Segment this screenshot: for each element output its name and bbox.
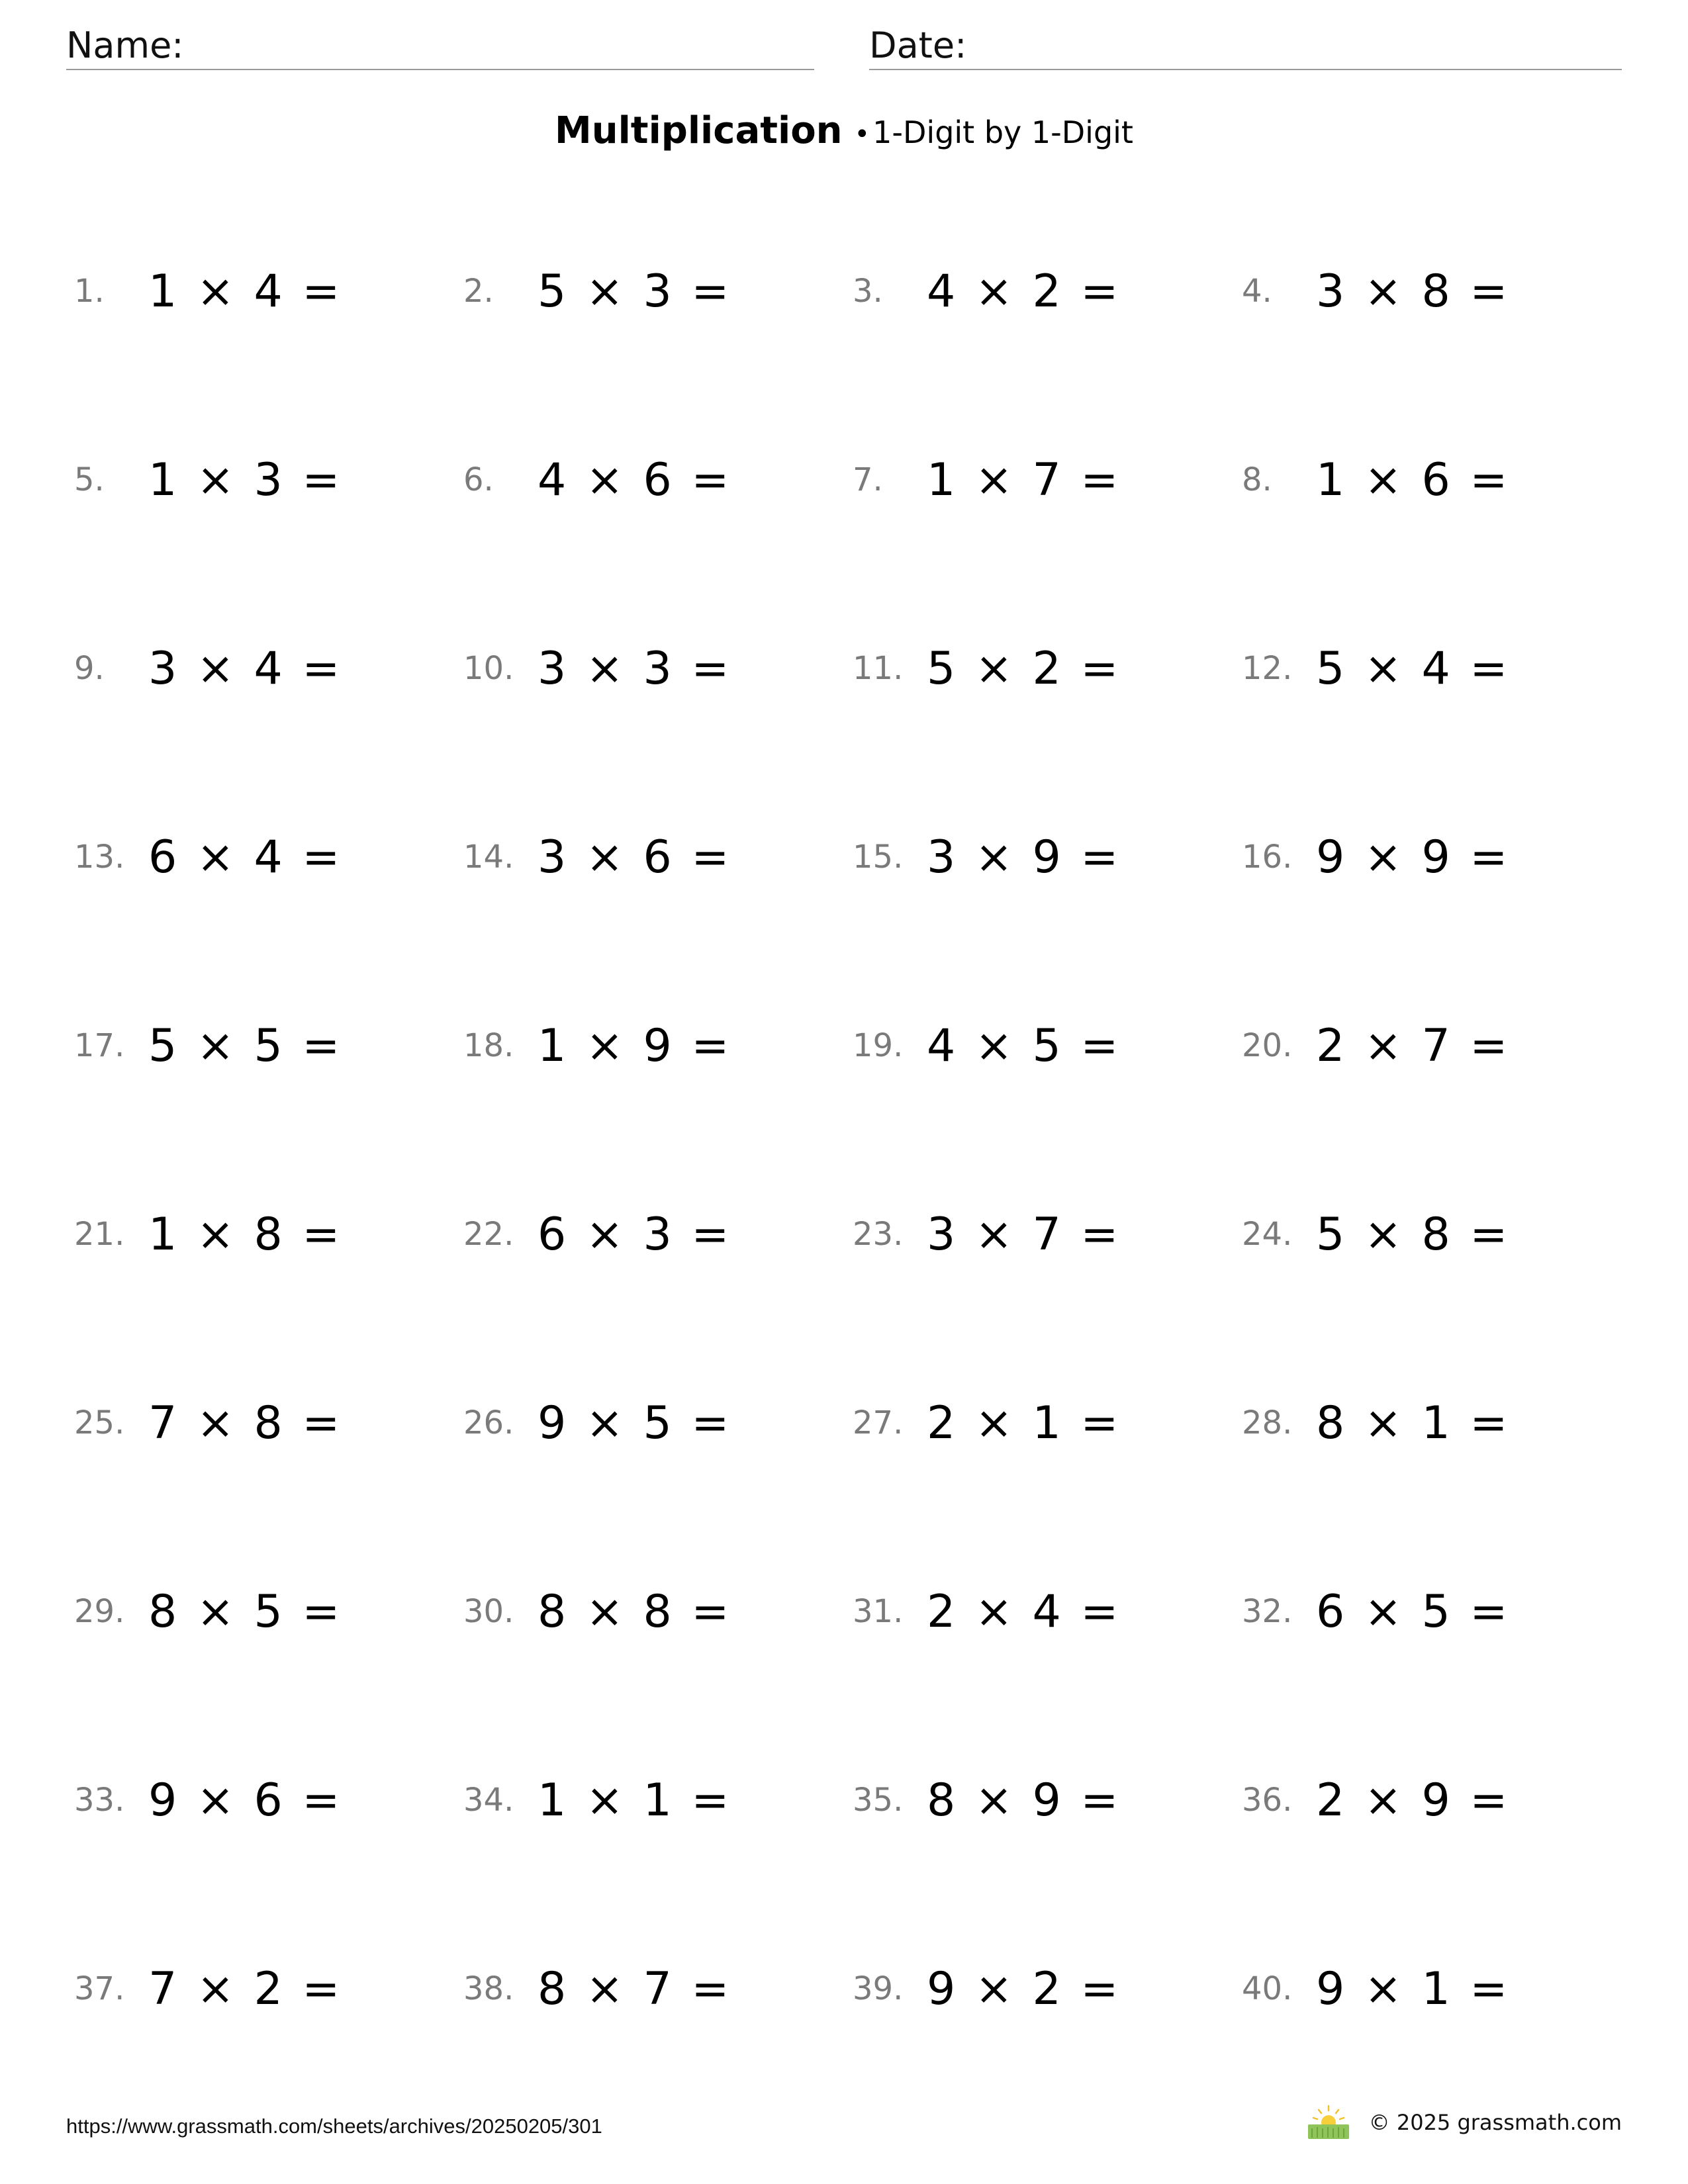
problem-expression: 7 × 2 = xyxy=(148,1962,340,2015)
problem-number: 28. xyxy=(1242,1404,1293,1441)
problem-number: 33. xyxy=(74,1782,125,1819)
problem-expression: 1 × 1 = xyxy=(538,1774,729,1827)
problem-item xyxy=(853,1003,1242,1089)
problem-item xyxy=(74,248,463,334)
problem-number: 5. xyxy=(74,461,105,498)
problem-item xyxy=(1242,1003,1630,1089)
problem-expression: 2 × 1 = xyxy=(927,1396,1119,1449)
problem-number: 18. xyxy=(463,1027,514,1064)
problem-expression: 9 × 2 = xyxy=(927,1962,1119,2015)
problem-item xyxy=(853,1569,1242,1655)
problem-number: 26. xyxy=(463,1404,514,1441)
problem-item xyxy=(463,248,853,334)
problem-number: 4. xyxy=(1242,273,1272,310)
problem-item xyxy=(463,1569,853,1655)
problem-grid xyxy=(74,248,1630,2134)
date-label: Date: xyxy=(869,24,967,66)
problem-item xyxy=(853,625,1242,711)
problem-number: 13. xyxy=(74,839,125,876)
problem-item xyxy=(74,1569,463,1655)
problem-item xyxy=(853,814,1242,900)
problem-expression: 1 × 8 = xyxy=(148,1208,340,1261)
problem-number: 21. xyxy=(74,1216,125,1253)
problem-item xyxy=(74,1757,463,1843)
problem-number: 22. xyxy=(463,1216,514,1253)
problem-item xyxy=(1242,437,1630,523)
problem-number: 37. xyxy=(74,1970,125,2007)
problem-expression: 5 × 4 = xyxy=(1316,642,1508,695)
problem-expression: 6 × 4 = xyxy=(148,831,340,884)
footer-brand xyxy=(1307,2105,1622,2140)
problem-number: 39. xyxy=(853,1970,904,2007)
problem-number: 24. xyxy=(1242,1216,1293,1253)
problem-item xyxy=(1242,248,1630,334)
problem-expression: 9 × 1 = xyxy=(1316,1962,1508,2015)
problem-item xyxy=(1242,1946,1630,2032)
problem-item xyxy=(853,1946,1242,2032)
name-label: Name: xyxy=(66,24,184,66)
problem-number: 35. xyxy=(853,1782,904,1819)
problem-number: 38. xyxy=(463,1970,514,2007)
problem-number: 16. xyxy=(1242,839,1293,876)
problem-expression: 3 × 6 = xyxy=(538,831,729,884)
problem-number: 12. xyxy=(1242,650,1293,687)
problem-item xyxy=(1242,814,1630,900)
problem-number: 6. xyxy=(463,461,494,498)
problem-item xyxy=(463,814,853,900)
problem-item xyxy=(463,1757,853,1843)
problem-expression: 6 × 3 = xyxy=(538,1208,729,1261)
problem-item xyxy=(463,625,853,711)
problem-number: 31. xyxy=(853,1593,904,1630)
problem-expression: 8 × 1 = xyxy=(1316,1396,1508,1449)
problem-number: 29. xyxy=(74,1593,125,1630)
problem-item xyxy=(463,1380,853,1466)
title-separator: • xyxy=(854,119,870,150)
problem-number: 9. xyxy=(74,650,105,687)
problem-expression: 2 × 4 = xyxy=(927,1585,1119,1638)
worksheet-title xyxy=(0,105,1688,166)
problem-number: 3. xyxy=(853,273,883,310)
problem-expression: 8 × 9 = xyxy=(927,1774,1119,1827)
grassmath-logo-icon xyxy=(1307,2105,1350,2140)
problem-item xyxy=(1242,1757,1630,1843)
date-field[interactable] xyxy=(869,23,1622,70)
problem-item xyxy=(74,625,463,711)
problem-number: 15. xyxy=(853,839,904,876)
problem-item xyxy=(1242,1569,1630,1655)
problem-number: 23. xyxy=(853,1216,904,1253)
problem-expression: 5 × 5 = xyxy=(148,1019,340,1072)
problem-expression: 8 × 8 = xyxy=(538,1585,729,1638)
problem-number: 32. xyxy=(1242,1593,1293,1630)
copyright-text: © 2025 grassmath.com xyxy=(1368,2110,1622,2135)
problem-item xyxy=(74,1946,463,2032)
problem-expression: 8 × 5 = xyxy=(148,1585,340,1638)
problem-expression: 2 × 7 = xyxy=(1316,1019,1508,1072)
problem-item xyxy=(853,1380,1242,1466)
problem-expression: 7 × 8 = xyxy=(148,1396,340,1449)
problem-number: 25. xyxy=(74,1404,125,1441)
problem-expression: 4 × 5 = xyxy=(927,1019,1119,1072)
problem-item xyxy=(463,1003,853,1089)
problem-expression: 3 × 7 = xyxy=(927,1208,1119,1261)
problem-item xyxy=(74,814,463,900)
problem-expression: 1 × 4 = xyxy=(148,265,340,318)
title-main: Multiplication xyxy=(555,109,843,152)
problem-number: 17. xyxy=(74,1027,125,1064)
problem-number: 7. xyxy=(853,461,883,498)
problem-item xyxy=(1242,625,1630,711)
problem-item xyxy=(74,1380,463,1466)
problem-item xyxy=(853,437,1242,523)
problem-expression: 3 × 8 = xyxy=(1316,265,1508,318)
problem-number: 2. xyxy=(463,273,494,310)
problem-item xyxy=(463,1191,853,1277)
problem-number: 10. xyxy=(463,650,514,687)
name-field[interactable] xyxy=(66,23,814,70)
problem-number: 19. xyxy=(853,1027,904,1064)
problem-number: 11. xyxy=(853,650,904,687)
problem-expression: 9 × 6 = xyxy=(148,1774,340,1827)
problem-expression: 5 × 3 = xyxy=(538,265,729,318)
problem-number: 27. xyxy=(853,1404,904,1441)
problem-expression: 1 × 9 = xyxy=(538,1019,729,1072)
problem-item xyxy=(853,1757,1242,1843)
problem-number: 20. xyxy=(1242,1027,1293,1064)
problem-number: 36. xyxy=(1242,1782,1293,1819)
problem-item xyxy=(74,437,463,523)
problem-item xyxy=(853,248,1242,334)
problem-expression: 2 × 9 = xyxy=(1316,1774,1508,1827)
problem-expression: 4 × 6 = xyxy=(538,453,729,506)
problem-number: 34. xyxy=(463,1782,514,1819)
problem-item xyxy=(463,1946,853,2032)
problem-expression: 5 × 2 = xyxy=(927,642,1119,695)
problem-expression: 8 × 7 = xyxy=(538,1962,729,2015)
problem-item xyxy=(1242,1380,1630,1466)
problem-number: 8. xyxy=(1242,461,1272,498)
problem-expression: 3 × 9 = xyxy=(927,831,1119,884)
problem-number: 30. xyxy=(463,1593,514,1630)
problem-expression: 1 × 7 = xyxy=(927,453,1119,506)
title-subtitle: 1-Digit by 1-Digit xyxy=(872,114,1133,150)
problem-item xyxy=(74,1003,463,1089)
problem-item xyxy=(463,437,853,523)
footer-url: https://www.grassmath.com/sheets/archives/20250205/301 xyxy=(66,2115,602,2138)
problem-expression: 1 × 6 = xyxy=(1316,453,1508,506)
problem-expression: 1 × 3 = xyxy=(148,453,340,506)
problem-expression: 3 × 4 = xyxy=(148,642,340,695)
problem-number: 14. xyxy=(463,839,514,876)
problem-expression: 5 × 8 = xyxy=(1316,1208,1508,1261)
problem-number: 40. xyxy=(1242,1970,1293,2007)
problem-expression: 9 × 9 = xyxy=(1316,831,1508,884)
problem-expression: 9 × 5 = xyxy=(538,1396,729,1449)
problem-item xyxy=(1242,1191,1630,1277)
problem-number: 1. xyxy=(74,273,105,310)
problem-expression: 4 × 2 = xyxy=(927,265,1119,318)
problem-item xyxy=(853,1191,1242,1277)
problem-item xyxy=(74,1191,463,1277)
problem-expression: 3 × 3 = xyxy=(538,642,729,695)
problem-expression: 6 × 5 = xyxy=(1316,1585,1508,1638)
